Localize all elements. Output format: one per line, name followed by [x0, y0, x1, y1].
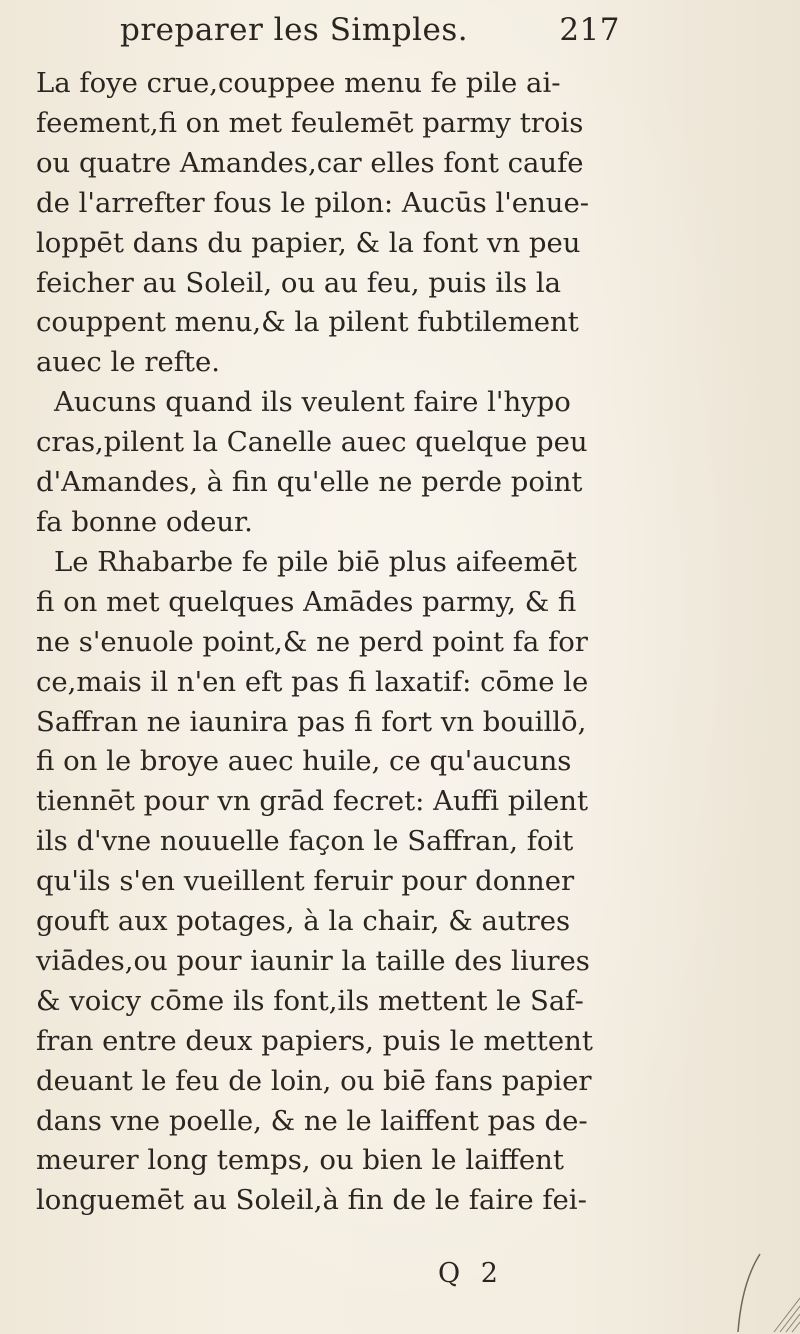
text-line: couppent menu,& la pilent fubtilement [36, 306, 579, 339]
text-line: longuemēt au Soleil,à fin de le faire fei- [36, 1184, 587, 1217]
text-line: auec le refte. [36, 346, 221, 379]
text-line: La foye crue,couppee menu fe pile ai- [36, 67, 561, 99]
text-line: & voicy cōme ils font,ils mettent le Saf- [36, 984, 584, 1017]
text-line: deuant le feu de loin, ou biē fans papier [36, 1064, 592, 1097]
text-line: tiennēt pour vn grād fecret: Auffi pilent [36, 785, 589, 818]
text-line: fi on met quelques Amādes parmy, & fi [36, 585, 577, 618]
signature-mark: Q 2 [438, 1258, 504, 1289]
text-line: ils d'vne nouuelle façon le Saffran, foit [36, 825, 574, 858]
text-line: fi on le broye auec huile, ce qu'aucuns [36, 745, 572, 778]
page-corner-scribble [730, 1236, 800, 1334]
paragraph-start-line: Aucuns quand ils veulent faire l'hypo [54, 386, 571, 419]
text-line: loppēt dans du papier, & la font vn peu [36, 226, 581, 259]
text-line: fa bonne odeur. [36, 505, 253, 538]
text-line: viādes,ou pour iaunir la taille des liures [36, 944, 590, 977]
body-text [36, 64, 626, 1221]
paragraph-start-line: Le Rhabarbe fe pile biē plus aifeemēt [54, 545, 577, 578]
text-line: ce,mais il n'en eft pas fi laxatif: cōme le [36, 665, 589, 698]
text-line: qu'ils s'en vueillent feruir pour donner [36, 865, 575, 898]
text-line: ne s'enuole point,& ne perd point fa for [36, 625, 588, 658]
running-head [120, 12, 620, 54]
text-line: cras,pilent la Canelle auec quelque peu [36, 426, 588, 459]
text-line: d'Amandes, à fin qu'elle ne perde point [36, 466, 583, 499]
text-line: meurer long temps, ou bien le laiffent [36, 1144, 564, 1177]
page-number: 217 [559, 12, 620, 48]
text-line: Saffran ne iaunira pas fi fort vn bouillō, [36, 705, 587, 738]
text-line: feicher au Soleil, ou au feu, puis ils la [36, 266, 562, 299]
running-title: preparer les Simples. [120, 12, 469, 48]
text-line: dans vne poelle, & ne le laiffent pas de- [36, 1104, 588, 1137]
text-line: feement,fi on met feulemēt parmy trois [36, 106, 584, 139]
text-line: ou quatre Amandes,car elles font caufe [36, 146, 584, 179]
text-line: gouft aux potages, à la chair, & autres [36, 905, 571, 938]
text-line: fran entre deux papiers, puis le mettent [36, 1024, 593, 1057]
text-line: de l'arrefter fous le pilon: Aucūs l'enue- [36, 186, 590, 219]
